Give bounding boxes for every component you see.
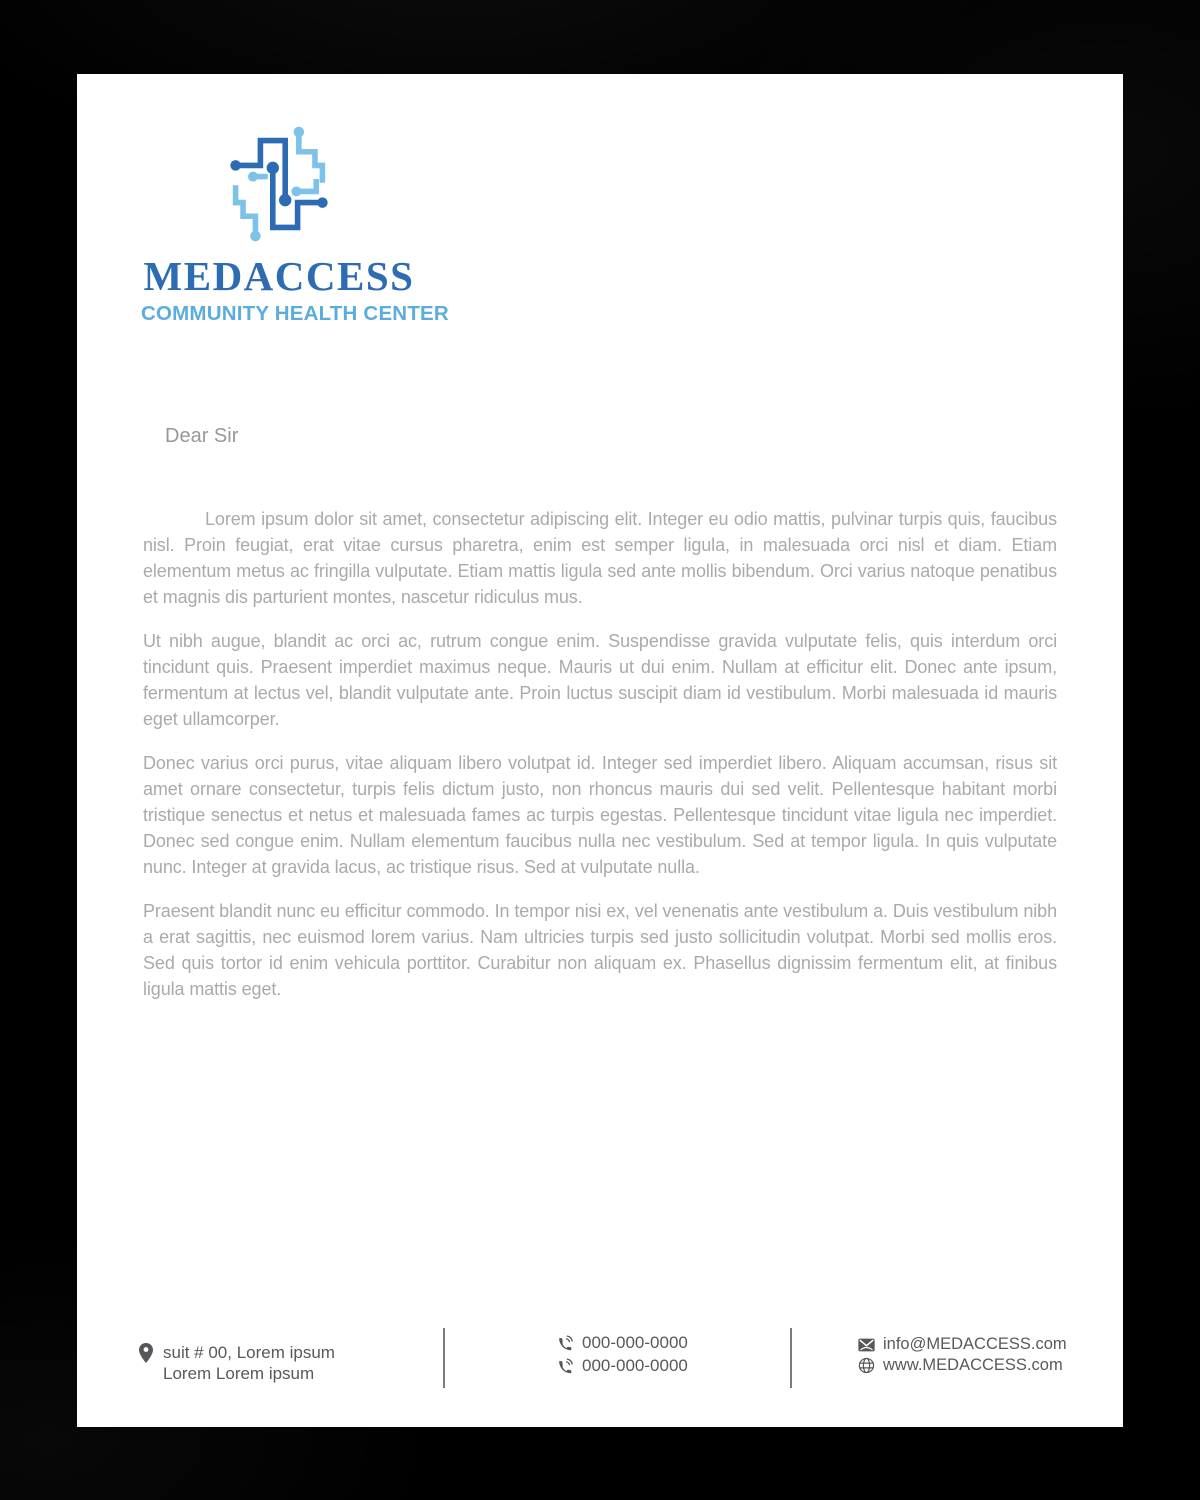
letter-paragraph-4: Praesent blandit nunc eu efficitur commodo. In tempor nisi ex, vel venenatis ante vestibulum a. Duis vestibulum nibh a erat sagittis, nec euismod lorem varius. Nam ultricies turpis sed justo sollicitudin volutpat. Morbi sed mollis eros. Sed quis tortor id enim vehicula porttitor. Curabitur non aliquam ex. Phasellus dignissim fermentum elit, at finibus ligula mattis eget. — [143, 901, 1057, 999]
location-pin-icon — [138, 1342, 154, 1364]
footer-phone-block — [557, 1334, 688, 1374]
footer-address-block — [138, 1342, 335, 1384]
letter-paragraph-2: Ut nibh augue, blandit ac orci ac, rutrum congue enim. Suspendisse gravida vulputate felis, quis interdum orci tincidunt quis. Praesent imperdiet maximus neque. Mauris ut dui enim. Nullam at efficitur elit. Donec ante ipsum, fermentum at lectus vel, blandit vulputate ante. Proin luctus suscipit diam id vestibulum. Morbi malesuada id mauris eget ullamcorper. — [143, 631, 1057, 729]
footer-email: info@MEDACCESS.com — [883, 1335, 1067, 1353]
brand-title: MEDACCESS — [143, 253, 415, 299]
letter-paragraph-1: Lorem ipsum dolor sit amet, consectetur adipiscing elit. Integer eu odio mattis, pulvinar turpis quis, faucibus nisl. Proin feugiat, erat vitae cursus pharetra, enim est semper ligula, in malesuada orci nisl et diam. Etiam elementum metus ac fringilla vulputate. Etiam mattis ligula sed ante mollis bibendum. Orci varius natoque penatibus et magnis dis parturient montes, nascetur ridiculus mus. — [143, 509, 1057, 607]
brand-subtitle: COMMUNITY HEALTH CENTER — [141, 302, 449, 325]
footer-divider — [443, 1328, 445, 1388]
letter-paragraph-3: Donec varius orci purus, vitae aliquam libero volutpat id. Integer sed imperdiet libero. Aliquam accumsan, risus sit amet ornare consectetur, turpis felis dictum justo, non rhoncus mauris dui sed velit. Pellentesque habitant morbi tristique senectus et netus et malesuada fames ac turpis egestas. Pellentesque tincidunt vitae ligula nec imperdiet. Donec sed congue enim. Nullam elementum faucibus nulla nec vestibulum. Sed at tempor ligula. In quis vulputate nunc. Integer at gravida lacus, ac tristique risus. Sed at vulputate nulla. — [143, 753, 1057, 877]
footer-address-line1: suit # 00, Lorem ipsum — [163, 1343, 335, 1362]
footer — [77, 1322, 1123, 1412]
brand-header — [141, 122, 449, 325]
salutation: Dear Sir — [165, 425, 239, 447]
footer-phone-1: 000-000-0000 — [582, 1333, 688, 1352]
footer-phone-2: 000-000-0000 — [582, 1356, 688, 1375]
letterhead-page — [77, 74, 1123, 1427]
footer-website: www.MEDACCESS.com — [883, 1356, 1063, 1374]
footer-divider — [790, 1328, 792, 1388]
envelope-icon — [858, 1338, 875, 1352]
footer-contact-block — [858, 1336, 1067, 1374]
circuit-medical-cross-icon — [211, 122, 347, 246]
globe-icon — [858, 1357, 875, 1374]
footer-address-line2: Lorem Lorem ipsum — [163, 1364, 315, 1383]
phone-icon — [557, 1334, 574, 1351]
letter-body — [143, 424, 1057, 1020]
phone-icon — [557, 1357, 574, 1374]
